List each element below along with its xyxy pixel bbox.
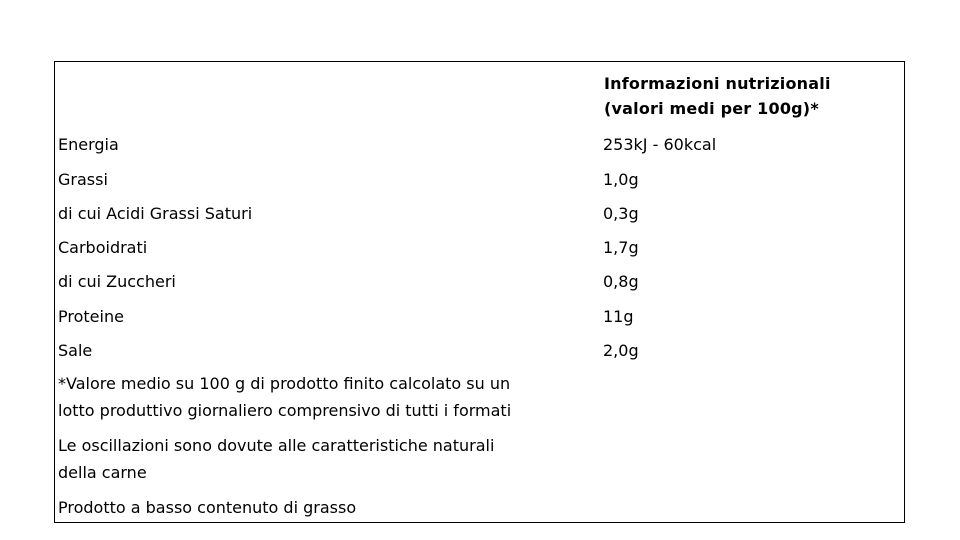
footnote-oscillazioni	[58, 432, 494, 486]
row-label: di cui Acidi Grassi Saturi	[58, 204, 253, 223]
note-line: lotto produttivo giornaliero comprensivo di tutti i formati	[58, 401, 512, 420]
table-header	[604, 71, 831, 121]
footnote-basso-grasso	[58, 494, 356, 521]
row-value: 11g	[603, 307, 634, 326]
row-label: Carboidrati	[58, 238, 148, 257]
row-label: Proteine	[58, 307, 124, 326]
note-line: della carne	[58, 463, 147, 482]
row-value: 253kJ - 60kcal	[603, 135, 717, 154]
row-label: Energia	[58, 135, 119, 154]
header-title-line1: Informazioni nutrizionali	[604, 74, 831, 93]
row-value: 2,0g	[603, 341, 639, 360]
row-label: di cui Zuccheri	[58, 272, 176, 291]
note-line: Prodotto a basso contenuto di grasso	[58, 498, 357, 517]
row-value: 1,0g	[603, 170, 639, 189]
nutrition-table	[54, 61, 905, 523]
row-value: 1,7g	[603, 238, 639, 257]
footnote-valore-medio	[58, 370, 511, 424]
row-value: 0,8g	[603, 272, 639, 291]
note-line: Le oscillazioni sono dovute alle caratteristiche naturali	[58, 436, 495, 455]
row-label: Sale	[58, 341, 93, 360]
row-label: Grassi	[58, 170, 108, 189]
header-title-line2: (valori medi per 100g)*	[604, 99, 819, 118]
row-value: 0,3g	[603, 204, 639, 223]
note-line: *Valore medio su 100 g di prodotto finito calcolato su un	[58, 374, 511, 393]
